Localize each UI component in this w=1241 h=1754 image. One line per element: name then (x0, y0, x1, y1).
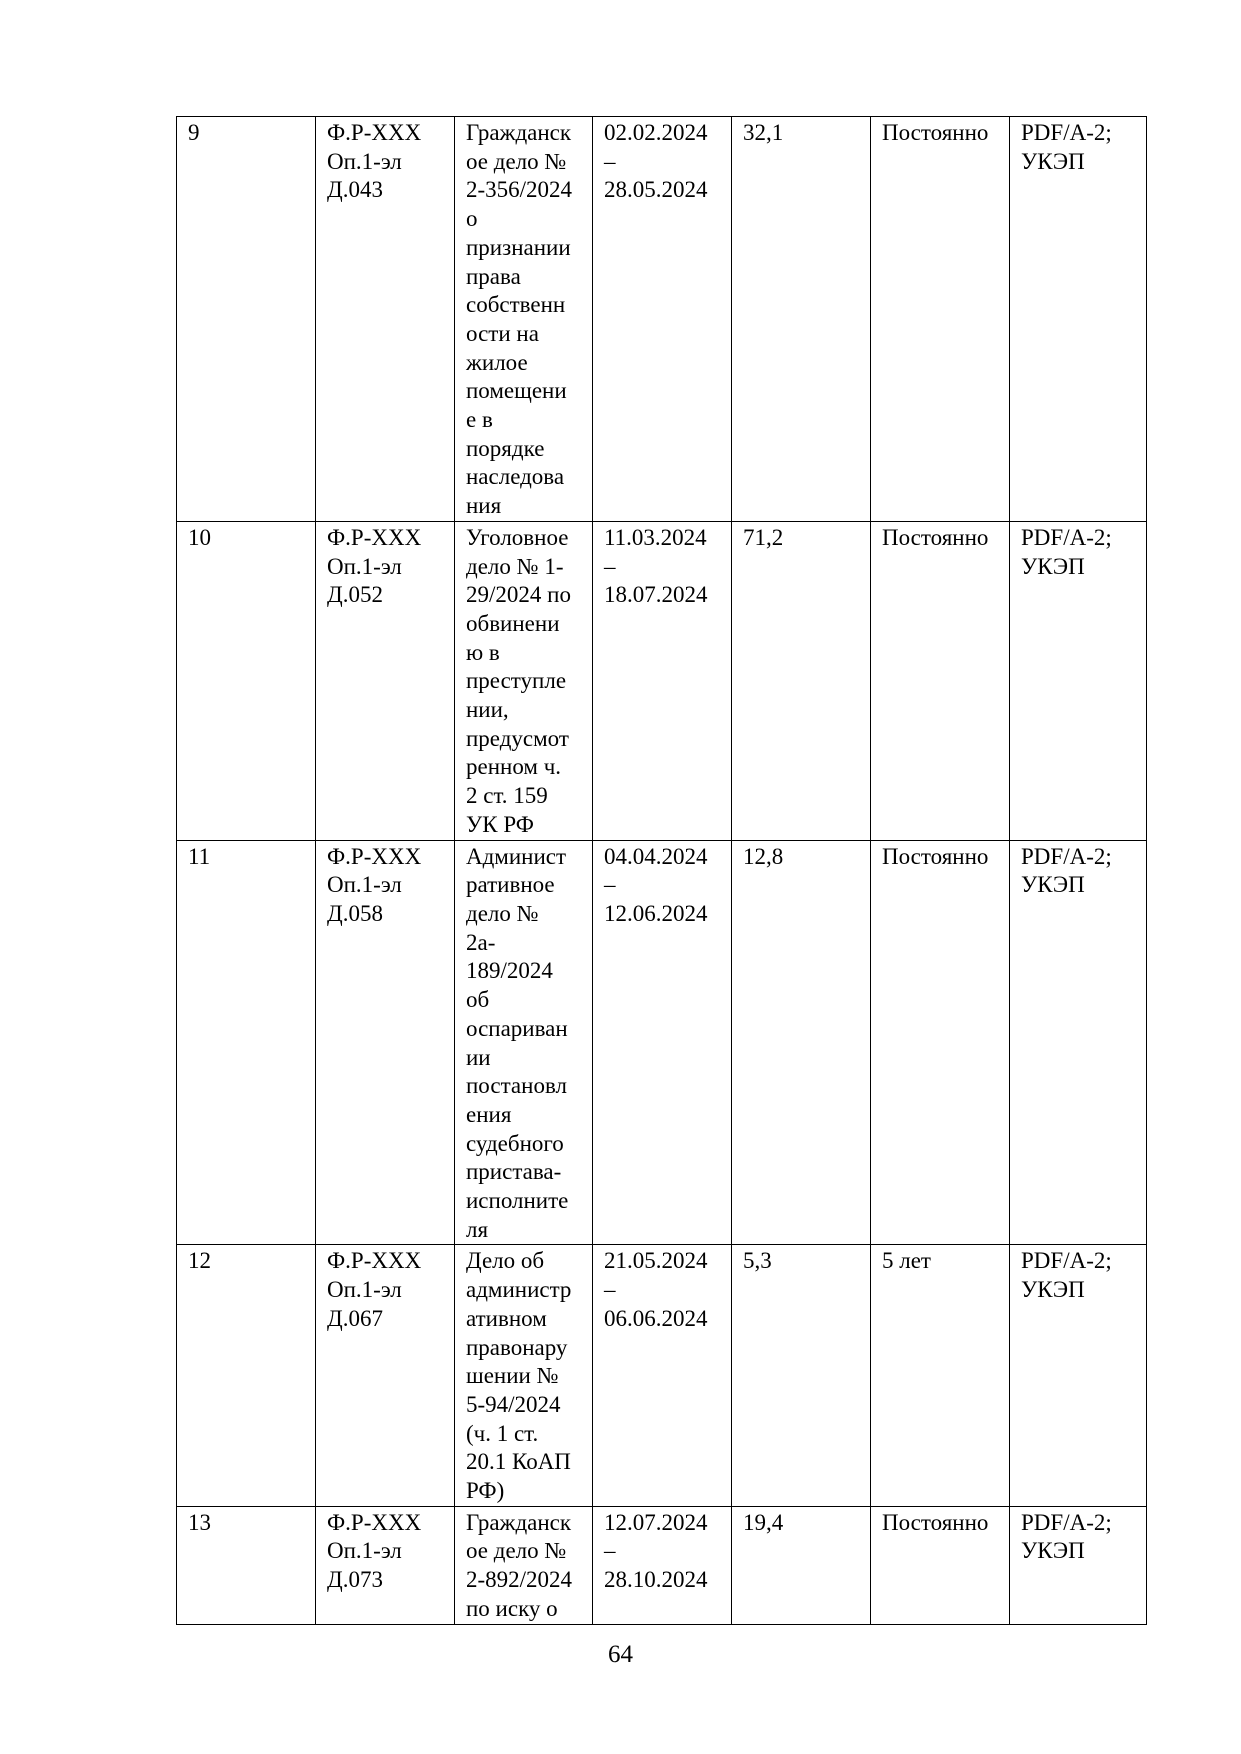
cell-number: 13 (177, 1506, 316, 1624)
cell-file-format (1010, 521, 1147, 840)
page-number: 64 (608, 1641, 633, 1668)
cell-date-range-line: – (604, 1538, 616, 1564)
cell-case-title-line: судебного (466, 1130, 564, 1156)
cell-retention-period: Постоянно (871, 840, 1010, 1245)
cell-case-title-line: 2-356/2024 (466, 177, 573, 203)
cell-case-title-line: преступле (466, 668, 567, 694)
cell-date-range (593, 521, 732, 840)
cell-case-title-line: ренном ч. (466, 754, 562, 780)
cell-archive-index-line: Оп.1-эл (327, 1277, 402, 1303)
cell-case-title-line: 20.1 КоАП (466, 1449, 571, 1475)
cell-number: 10 (177, 521, 316, 840)
cell-file-format-line: УКЭП (1021, 553, 1085, 579)
cell-archive-index-line: Ф.Р-ХХХ (327, 1509, 422, 1535)
cell-case-title-line: ения (466, 1101, 512, 1127)
cell-case-title-line: правонару (466, 1334, 568, 1360)
cell-date-range (593, 1245, 732, 1506)
cell-date-range-line: 11.03.2024 (604, 524, 707, 550)
cell-case-title-line: 2 ст. 159 (466, 783, 548, 809)
cell-file-format (1010, 1245, 1147, 1506)
cell-volume: 32,1 (732, 117, 871, 522)
cell-archive-index (316, 1245, 455, 1506)
cell-case-title-line: (ч. 1 ст. (466, 1420, 539, 1446)
cell-case-title-line: е в (466, 407, 493, 433)
cell-case-title-line: 2а- (466, 929, 496, 955)
cell-case-title (455, 521, 593, 840)
cell-case-title-line: 5-94/2024 (466, 1391, 561, 1417)
cell-case-title-line: администр (466, 1277, 572, 1303)
cell-retention-period: Постоянно (871, 117, 1010, 522)
cell-retention-period: Постоянно (871, 1506, 1010, 1624)
cell-date-range (593, 1506, 732, 1624)
table-row (177, 1506, 1147, 1624)
cell-archive-index-line: Ф.Р-ХХХ (327, 1248, 422, 1274)
cell-number: 9 (177, 117, 316, 522)
cell-case-title (455, 1245, 593, 1506)
cell-archive-index-line: Д.073 (327, 1567, 383, 1593)
cell-case-title-line: жилое (466, 349, 528, 375)
cell-archive-index-line: Оп.1-эл (327, 553, 402, 579)
cell-case-title-line: ю в (466, 639, 500, 665)
cell-archive-index-line: Оп.1-эл (327, 872, 402, 898)
cell-date-range-line: – (604, 1277, 616, 1303)
cell-archive-index-line: Д.067 (327, 1305, 383, 1331)
cell-retention-period: Постоянно (871, 521, 1010, 840)
cell-case-title-line: нии, (466, 697, 509, 723)
cell-case-title-line: ния (466, 493, 502, 519)
cell-file-format (1010, 840, 1147, 1245)
cell-archive-index-line: Д.058 (327, 900, 383, 926)
cell-file-format-line: PDF/A-2; (1021, 120, 1112, 145)
cell-date-range-line: – (604, 553, 616, 579)
cell-file-format (1010, 1506, 1147, 1624)
cell-date-range-line: 28.10.2024 (604, 1567, 708, 1593)
cell-case-title-line: ое дело № (466, 1538, 567, 1564)
table-row (177, 117, 1147, 522)
cell-archive-index-line: Ф.Р-ХХХ (327, 843, 422, 869)
cell-case-title (455, 840, 593, 1245)
cell-case-title-line: Дело об (466, 1248, 545, 1274)
cell-case-title (455, 1506, 593, 1624)
table-row (177, 1245, 1147, 1506)
cell-date-range-line: 18.07.2024 (604, 582, 708, 608)
cell-case-title-line: Уголовное (466, 524, 569, 550)
cell-case-title-line: УК РФ (466, 811, 534, 837)
cell-case-title-line: ля (466, 1216, 489, 1242)
cell-case-title-line: ии (466, 1044, 491, 1070)
cell-case-title-line: обвинени (466, 610, 560, 636)
cell-case-title-line: ости на (466, 320, 539, 346)
cell-case-title-line: пристава- (466, 1159, 562, 1185)
cell-case-title-line: постановл (466, 1073, 567, 1099)
cell-number: 11 (177, 840, 316, 1245)
cell-archive-index-line: Ф.Р-ХХХ (327, 120, 422, 145)
cell-number: 12 (177, 1245, 316, 1506)
cell-case-title-line: предусмот (466, 725, 569, 751)
cell-archive-index-line: Оп.1-эл (327, 148, 402, 174)
cell-case-title-line: дело № 1- (466, 553, 564, 579)
cell-file-format-line: PDF/A-2; (1021, 843, 1112, 869)
cell-file-format-line: PDF/A-2; (1021, 1509, 1112, 1535)
cell-case-title-line: порядке (466, 435, 545, 461)
cell-case-title-line: о (466, 206, 478, 232)
cell-date-range-line: – (604, 148, 616, 174)
cell-case-title-line: 2-892/2024 (466, 1567, 573, 1593)
cell-volume: 19,4 (732, 1506, 871, 1624)
cell-case-title-line: по иску о (466, 1595, 558, 1621)
cell-case-title-line: шении № (466, 1363, 559, 1389)
case-registry-table (176, 116, 1147, 1625)
cell-date-range-line: 06.06.2024 (604, 1305, 708, 1331)
cell-case-title-line: исполните (466, 1188, 569, 1214)
cell-case-title-line: об (466, 987, 490, 1013)
cell-archive-index-line: Д.043 (327, 177, 383, 203)
cell-archive-index-line: Оп.1-эл (327, 1538, 402, 1564)
cell-file-format-line: PDF/A-2; (1021, 524, 1112, 550)
cell-case-title-line: собственн (466, 292, 566, 318)
cell-date-range-line: 02.02.2024 (604, 120, 708, 145)
cell-case-title-line: права (466, 263, 521, 289)
cell-case-title-line: ое дело № (466, 148, 567, 174)
cell-date-range (593, 117, 732, 522)
cell-file-format-line: УКЭП (1021, 148, 1085, 174)
cell-date-range-line: 12.07.2024 (604, 1509, 708, 1535)
cell-archive-index (316, 117, 455, 522)
cell-archive-index (316, 840, 455, 1245)
cell-archive-index-line: Ф.Р-ХХХ (327, 524, 422, 550)
cell-volume: 12,8 (732, 840, 871, 1245)
cell-file-format-line: PDF/A-2; (1021, 1248, 1112, 1274)
cell-case-title-line: наследова (466, 464, 565, 490)
cell-case-title-line: Гражданск (466, 1509, 572, 1535)
cell-case-title-line: 189/2024 (466, 958, 553, 984)
registry-table-body (177, 117, 1147, 1625)
cell-file-format-line: УКЭП (1021, 1277, 1085, 1303)
cell-file-format (1010, 117, 1147, 522)
cell-date-range (593, 840, 732, 1245)
cell-archive-index (316, 521, 455, 840)
cell-retention-period: 5 лет (871, 1245, 1010, 1506)
cell-date-range-line: 28.05.2024 (604, 177, 708, 203)
cell-case-title-line: помещени (466, 378, 567, 404)
table-row (177, 840, 1147, 1245)
cell-case-title-line: 29/2024 по (466, 582, 571, 608)
cell-case-title (455, 117, 593, 522)
table-row (177, 521, 1147, 840)
cell-volume: 5,3 (732, 1245, 871, 1506)
cell-case-title-line: оспариван (466, 1015, 568, 1041)
cell-case-title-line: Гражданск (466, 120, 572, 145)
cell-case-title-line: РФ) (466, 1478, 505, 1504)
cell-case-title-line: ативном (466, 1305, 547, 1331)
cell-case-title-line: дело № (466, 900, 539, 926)
cell-case-title-line: признании (466, 234, 571, 260)
cell-date-range-line: – (604, 872, 616, 898)
cell-date-range-line: 12.06.2024 (604, 900, 708, 926)
cell-file-format-line: УКЭП (1021, 1538, 1085, 1564)
cell-case-title-line: Админист (466, 843, 567, 869)
cell-date-range-line: 21.05.2024 (604, 1248, 708, 1274)
cell-archive-index-line: Д.052 (327, 582, 383, 608)
cell-archive-index (316, 1506, 455, 1624)
cell-volume: 71,2 (732, 521, 871, 840)
cell-date-range-line: 04.04.2024 (604, 843, 708, 869)
cell-case-title-line: ративное (466, 872, 555, 898)
cell-file-format-line: УКЭП (1021, 872, 1085, 898)
